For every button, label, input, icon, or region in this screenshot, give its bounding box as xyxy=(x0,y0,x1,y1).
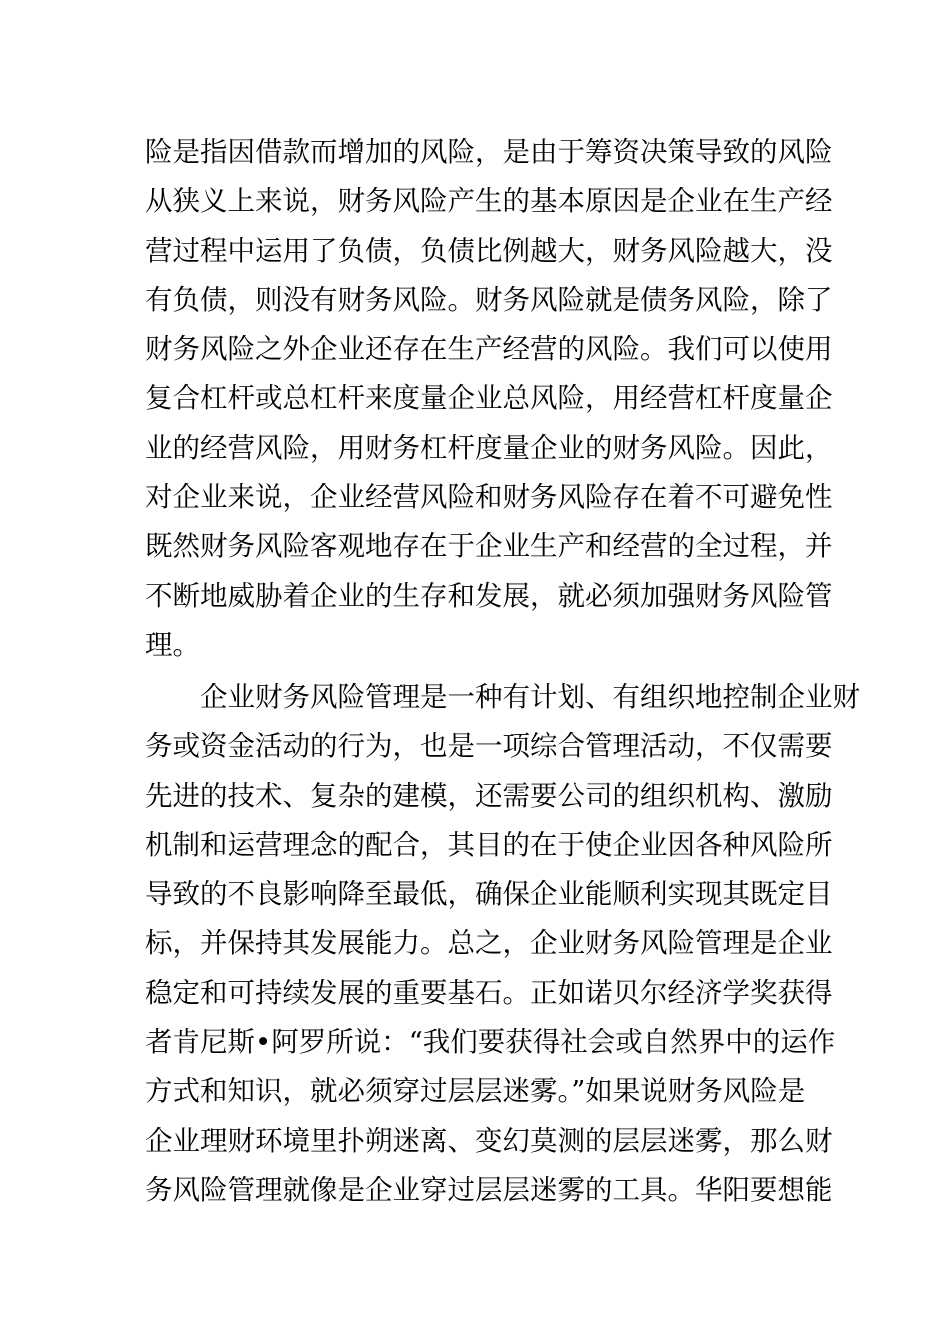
paragraph-2-line: 务风险管理就像是企业穿过层层迷雾的工具。华阳要想能 xyxy=(145,1173,833,1206)
paragraph-2-line: 方式和知识，就必须穿过层层迷雾。”如果说财务风险是 xyxy=(145,1075,806,1108)
paragraph-2 xyxy=(145,673,860,1215)
paragraph-1-line: 不断地威胁着企业的生存和发展，就必须加强财务风险管 xyxy=(145,579,833,612)
paragraph-2-line: 先进的技术、复杂的建模，还需要公司的组织机构、激励 xyxy=(145,779,833,812)
paragraph-2-line: 机制和运营理念的配合，其目的在于使企业因各种风险所 xyxy=(145,828,833,861)
paragraph-2-line: 标，并保持其发展能力。总之，企业财务风险管理是企业 xyxy=(145,927,833,960)
paragraph-2-line: 企业理财环境里扑朔迷离、变幻莫测的层层迷雾，那么财 xyxy=(145,1124,833,1157)
paragraph-1-line: 险是指因借款而增加的风险，是由于筹资决策导致的风险 xyxy=(145,136,833,168)
paragraph-1-line: 业的经营风险，用财务杠杆度量企业的财务风险。因此， xyxy=(145,431,833,464)
paragraph-1-line: 对企业来说，企业经营风险和财务风险存在着不可避免性 xyxy=(145,481,833,514)
paragraph-2-line: 者肯尼斯•阿罗所说：“我们要获得社会或自然界中的运作 xyxy=(145,1026,836,1059)
paragraph-2-line: 导致的不良影响降至最低，确保企业能顺利实现其既定目 xyxy=(145,878,833,911)
paragraph-2-line: 稳定和可持续发展的重要基石。正如诺贝尔经济学奖获得 xyxy=(145,976,833,1009)
paragraph-2-first-line: 企业财务风险管理是一种有计划、有组织地控制企业财 xyxy=(200,681,860,713)
paragraph-2-line: 务或资金活动的行为，也是一项综合管理活动，不仅需要 xyxy=(145,730,833,763)
paragraph-1 xyxy=(145,128,833,670)
paragraph-1-line: 有负债，则没有财务风险。财务风险就是债务风险，除了 xyxy=(145,283,833,316)
paragraph-1-line: 既然财务风险客观地存在于企业生产和经营的全过程，并 xyxy=(145,530,833,563)
paragraph-1-line: 从狭义上来说，财务风险产生的基本原因是企业在生产经 xyxy=(145,185,833,218)
paragraph-1-line: 财务风险之外企业还存在生产经营的风险。我们可以使用 xyxy=(145,333,833,366)
paragraph-1-line: 营过程中运用了负债，负债比例越大，财务风险越大，没 xyxy=(145,234,833,267)
paragraph-1-line: 复合杠杆或总杠杆来度量企业总风险，用经营杠杆度量企 xyxy=(145,382,833,415)
paragraph-1-line: 理。 xyxy=(145,628,200,661)
